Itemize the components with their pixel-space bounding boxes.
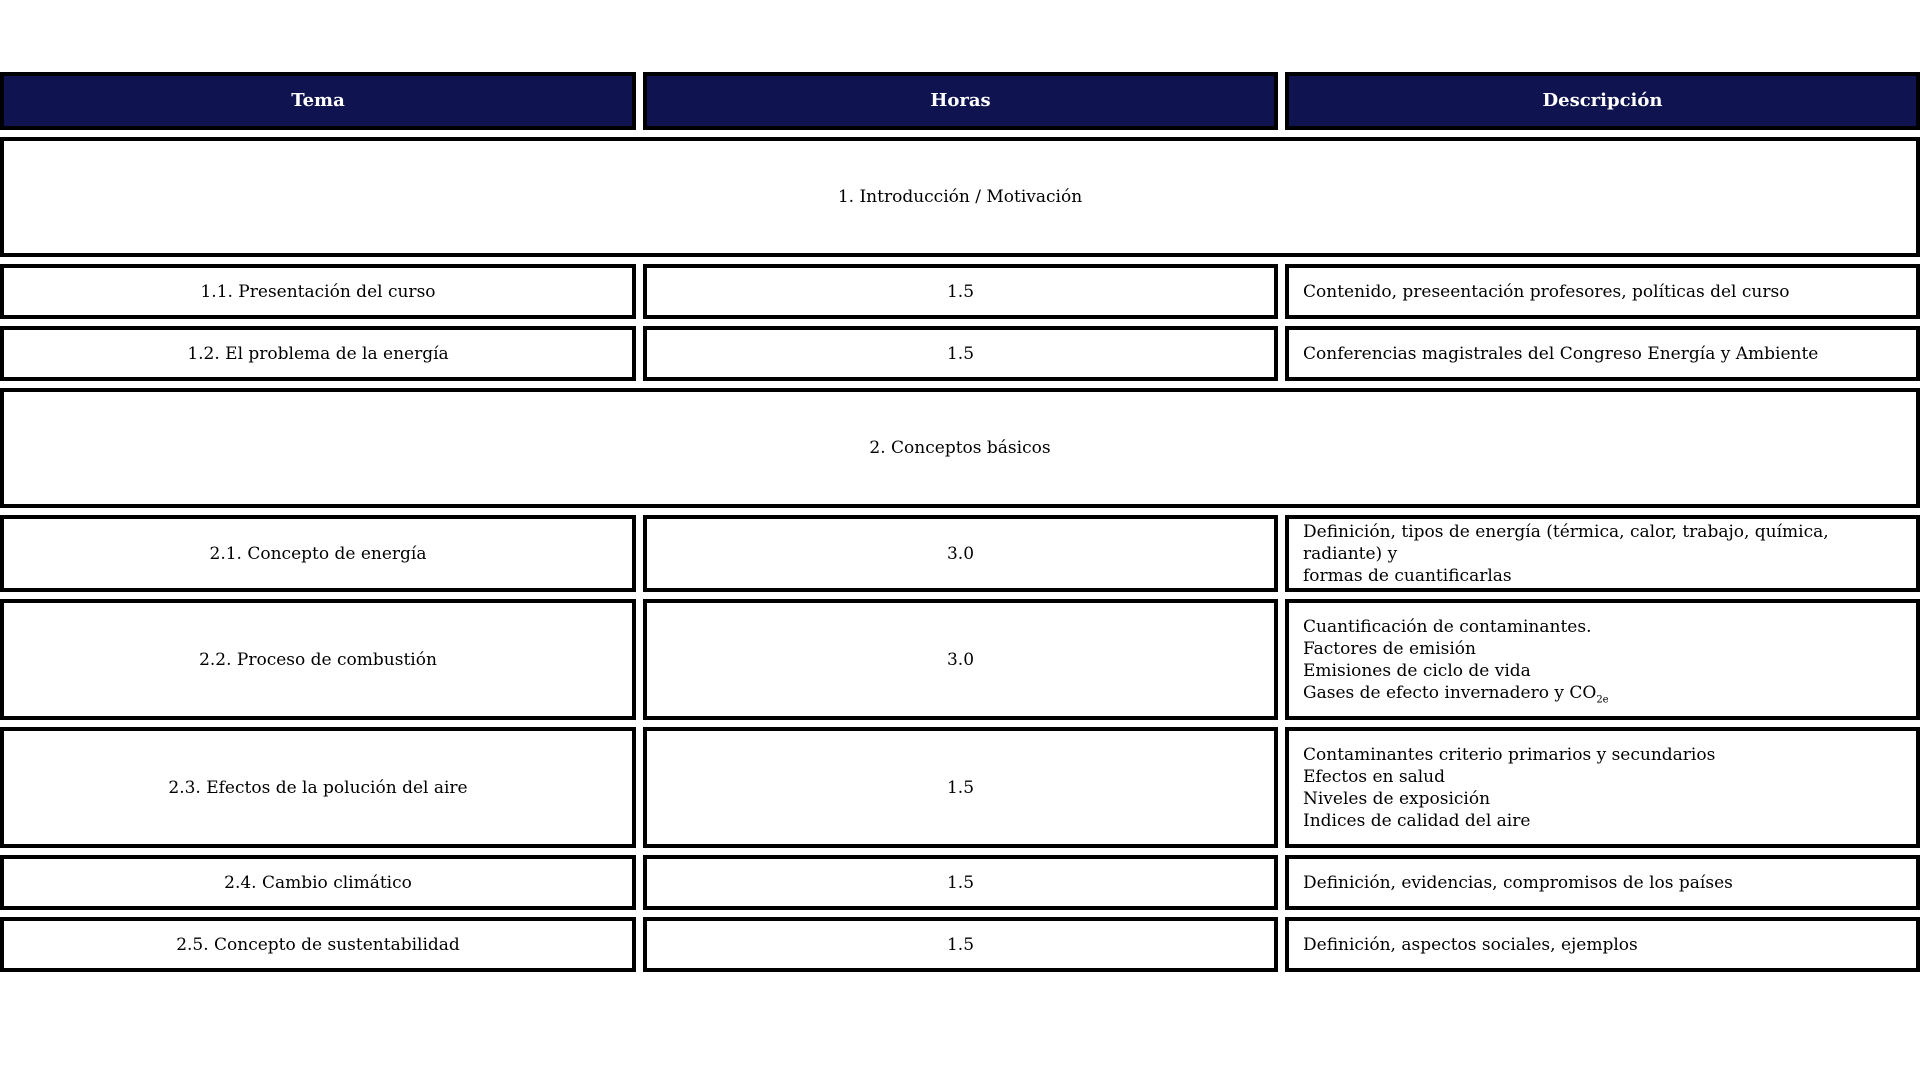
descripcion-line: Efectos en salud (1303, 766, 1446, 787)
row-descripcion-cell (1285, 599, 1920, 720)
row-horas-cell (643, 515, 1278, 592)
row-tema: 1.2. El problema de la energía (187, 343, 449, 364)
row-tema-cell (0, 599, 636, 720)
row-descripcion (1303, 744, 1715, 832)
row-descripcion-cell (1285, 326, 1920, 381)
row-tema: 2.5. Concepto de sustentabilidad (176, 934, 460, 955)
row-descripcion-cell (1285, 917, 1920, 972)
row-horas-cell (643, 264, 1278, 319)
row-tema-cell (0, 264, 636, 319)
row-horas: 1.5 (946, 343, 975, 364)
header-descripcion-label: Descripción (1542, 90, 1663, 111)
header-descripcion (1285, 72, 1920, 130)
row-horas: 1.5 (946, 281, 975, 302)
header-tema (0, 72, 636, 130)
row-descripcion-cell (1285, 855, 1920, 910)
header-horas (643, 72, 1278, 130)
row-horas: 1.5 (946, 872, 975, 893)
header-tema-label: Tema (291, 90, 345, 111)
descripcion-line: Indices de calidad del aire (1303, 810, 1531, 831)
descripcion-line: Definición, tipos de energía (térmica, calor, trabajo, química, radiante) y (1303, 521, 1829, 564)
row-horas-cell (643, 855, 1278, 910)
row-horas: 1.5 (946, 934, 975, 955)
section-title: 1. Introducción / Motivación (837, 187, 1083, 207)
descripcion-line: Factores de emisión (1303, 638, 1476, 659)
row-tema-cell (0, 727, 636, 848)
header-horas-label: Horas (930, 90, 991, 111)
row-descripcion-cell (1285, 515, 1920, 592)
section-title: 2. Conceptos básicos (869, 438, 1051, 458)
descripcion-line: Contaminantes criterio primarios y secundarios (1303, 744, 1716, 765)
row-horas-cell (643, 326, 1278, 381)
row-descripcion: Definición, evidencias, compromisos de los países (1303, 872, 1733, 893)
row-descripcion: Conferencias magistrales del Congreso Energía y Ambiente (1303, 343, 1819, 364)
row-horas-cell (643, 917, 1278, 972)
row-descripcion (1303, 521, 1902, 587)
row-descripcion-cell (1285, 264, 1920, 319)
row-horas: 3.0 (946, 649, 975, 670)
row-tema: 1.1. Presentación del curso (200, 281, 436, 302)
descripcion-line-with-subscript (1303, 682, 1609, 704)
row-descripcion: Definición, aspectos sociales, ejemplos (1303, 934, 1638, 955)
descripcion-line: Emisiones de ciclo de vida (1303, 660, 1531, 681)
row-horas-cell (643, 599, 1278, 720)
descripcion-line: Gases de efecto invernadero y CO (1303, 682, 1597, 703)
section-title-row (0, 137, 1920, 257)
row-tema-cell (0, 515, 636, 592)
row-descripcion: Contenido, preseentación profesores, políticas del curso (1303, 281, 1790, 302)
row-tema-cell (0, 855, 636, 910)
row-horas-cell (643, 727, 1278, 848)
row-tema: 2.4. Cambio climático (224, 872, 412, 893)
co2e-subscript: 2e (1596, 693, 1609, 705)
row-tema-cell (0, 326, 636, 381)
row-descripcion-cell (1285, 727, 1920, 848)
descripcion-line: formas de cuantificarlas (1303, 565, 1512, 586)
row-horas: 3.0 (946, 543, 975, 564)
row-descripcion (1303, 616, 1609, 704)
section-title-row (0, 388, 1920, 508)
row-horas: 1.5 (946, 777, 975, 798)
row-tema-cell (0, 917, 636, 972)
descripcion-line: Niveles de exposición (1303, 788, 1491, 809)
row-tema: 2.1. Concepto de energía (209, 543, 427, 564)
row-tema: 2.3. Efectos de la polución del aire (168, 777, 468, 798)
row-tema: 2.2. Proceso de combustión (199, 649, 437, 670)
descripcion-line: Cuantificación de contaminantes. (1303, 616, 1592, 637)
